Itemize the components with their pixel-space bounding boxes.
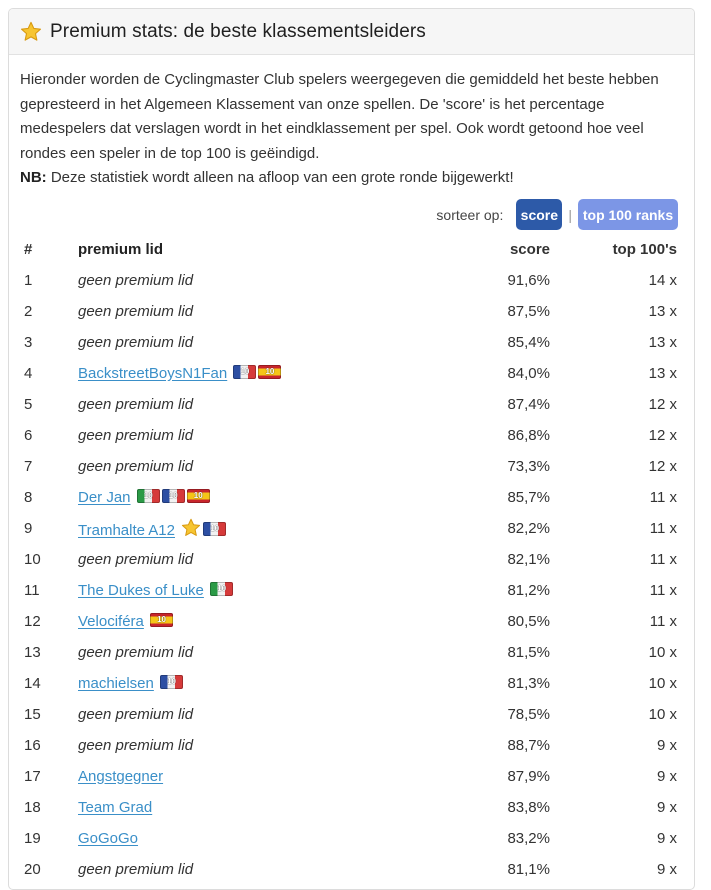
rank-cell: 1: [24, 271, 33, 289]
top100-cell: 13 x: [648, 333, 677, 351]
top100-cell: 9 x: [656, 767, 677, 785]
table-row: [24, 451, 677, 482]
top100-cell: 9 x: [656, 860, 677, 878]
grand-tour-fr-badge-icon: [160, 675, 183, 689]
rank-cell: 17: [24, 767, 41, 785]
member-cell: [78, 265, 458, 296]
member-link[interactable]: GoGoGo: [78, 829, 139, 847]
top100-cell: 10 x: [648, 705, 677, 723]
badge-label: 10: [217, 583, 227, 593]
column-header-score: score: [509, 240, 550, 258]
rank-cell: 19: [24, 829, 41, 847]
rank-cell: 5: [24, 395, 33, 413]
rank-cell: 18: [24, 798, 41, 816]
note-label: NB:: [20, 169, 47, 186]
table-row: [24, 327, 677, 358]
member-cell: [78, 358, 458, 389]
no-premium-label: geen premium lid: [78, 643, 194, 661]
top100-cell: 14 x: [648, 271, 677, 289]
score-cell: 78,5%: [507, 705, 550, 723]
badge-label: 10: [168, 490, 178, 500]
sort-top100-button[interactable]: top 100 ranks: [578, 199, 678, 230]
score-cell: 87,5%: [507, 302, 550, 320]
table-row: [24, 544, 677, 575]
top100-cell: 11 x: [649, 488, 677, 506]
table-row: [24, 420, 677, 451]
score-cell: 83,8%: [507, 798, 550, 816]
no-premium-label: geen premium lid: [78, 705, 194, 723]
rank-cell: 6: [24, 426, 33, 444]
rank-cell: 12: [24, 612, 41, 630]
member-cell: [78, 451, 458, 482]
top100-cell: 10 x: [648, 643, 677, 661]
rank-cell: 14: [24, 674, 41, 692]
score-cell: 87,9%: [507, 767, 550, 785]
table-row: [24, 699, 677, 730]
sort-separator: |: [568, 206, 572, 223]
top100-cell: 12 x: [648, 457, 677, 475]
rank-cell: 7: [24, 457, 33, 475]
member-link[interactable]: Tramhalte A12: [78, 521, 175, 539]
star-badge-icon: [181, 518, 201, 538]
score-cell: 82,1%: [507, 550, 550, 568]
badge-label: 10: [210, 523, 220, 533]
badge-label: 10: [143, 490, 153, 500]
badge-label: 10: [240, 366, 250, 376]
table-row: [24, 823, 677, 854]
grand-tour-fr-badge-icon: [162, 489, 185, 503]
member-link[interactable]: BackstreetBoysN1Fan: [78, 364, 228, 382]
score-cell: 80,5%: [507, 612, 550, 630]
rank-cell: 2: [24, 302, 33, 320]
top100-cell: 12 x: [648, 395, 677, 413]
grand-tour-it-badge-icon: [210, 582, 233, 596]
column-header-member: premium lid: [78, 240, 164, 258]
score-cell: 81,3%: [507, 674, 550, 692]
stats-panel: [8, 8, 695, 890]
top100-cell: 12 x: [648, 426, 677, 444]
panel-header: [9, 9, 694, 55]
member-cell: [78, 482, 458, 513]
member-cell: [78, 606, 458, 637]
member-cell: [78, 699, 458, 730]
top100-cell: 11 x: [649, 612, 677, 630]
score-cell: 85,7%: [507, 488, 550, 506]
no-premium-label: geen premium lid: [78, 860, 194, 878]
column-header-top100: top 100's: [612, 240, 677, 258]
member-cell: [78, 854, 458, 885]
grand-tour-fr-badge-icon: [203, 522, 226, 536]
score-cell: 82,2%: [507, 519, 550, 537]
score-cell: 87,4%: [507, 395, 550, 413]
rank-cell: 9: [24, 519, 33, 537]
intro-text: [20, 68, 680, 191]
grand-tour-es-badge-icon: [187, 489, 210, 503]
top100-cell: 9 x: [656, 798, 677, 816]
intro-paragraph: Hieronder worden de Cyclingmaster Club spelers weergegeven die gemiddeld het beste hebben gepresteerd in het Algemeen Klassement van onze spellen. De 'score' is het percentage medespelers dat verslagen wordt in het eindklassement per spel. Ook wordt getoond hoe veel rondes een speler in de top 100 is geëindigd.: [20, 71, 659, 162]
top100-cell: 11 x: [649, 581, 677, 599]
score-cell: 81,1%: [507, 860, 550, 878]
star-icon: [20, 21, 42, 43]
rank-cell: 11: [24, 581, 40, 599]
score-cell: 81,5%: [507, 643, 550, 661]
table-row: [24, 482, 677, 513]
table-row: [24, 575, 677, 606]
score-cell: 84,0%: [507, 364, 550, 382]
no-premium-label: geen premium lid: [78, 550, 194, 568]
rank-cell: 16: [24, 736, 41, 754]
member-cell: [78, 575, 458, 606]
member-link[interactable]: The Dukes of Luke: [78, 581, 204, 599]
table-row: [24, 358, 677, 389]
rank-cell: 15: [24, 705, 41, 723]
sort-label: sorteer op:: [436, 206, 504, 223]
no-premium-label: geen premium lid: [78, 457, 194, 475]
member-cell: [78, 420, 458, 451]
top100-cell: 9 x: [656, 736, 677, 754]
score-cell: 83,2%: [507, 829, 550, 847]
member-cell: [78, 761, 458, 792]
score-cell: 91,6%: [507, 271, 550, 289]
grand-tour-es-badge-icon: [150, 613, 173, 627]
no-premium-label: geen premium lid: [78, 271, 194, 289]
top100-cell: 13 x: [648, 302, 677, 320]
member-cell: [78, 544, 458, 575]
rank-cell: 20: [24, 860, 41, 878]
table-row: [24, 761, 677, 792]
top100-cell: 11 x: [649, 550, 677, 568]
leaders-table: [24, 234, 677, 885]
member-cell: [78, 637, 458, 668]
score-cell: 86,8%: [507, 426, 550, 444]
member-cell: [78, 327, 458, 358]
top100-cell: 13 x: [648, 364, 677, 382]
table-row: [24, 854, 677, 885]
score-cell: 88,7%: [507, 736, 550, 754]
table-row: [24, 606, 677, 637]
member-link[interactable]: machielsen: [78, 674, 154, 692]
table-row: [24, 668, 677, 699]
score-cell: 73,3%: [507, 457, 550, 475]
member-cell: [78, 730, 458, 761]
table-row: [24, 730, 677, 761]
sort-score-button[interactable]: score: [516, 199, 562, 230]
member-link[interactable]: Team Grad: [78, 798, 153, 816]
sort-bar: [9, 199, 678, 231]
page-title: Premium stats: de beste klassementsleiders: [50, 20, 426, 42]
table-row: [24, 296, 677, 327]
badge-label: 10: [265, 366, 275, 376]
no-premium-label: geen premium lid: [78, 395, 194, 413]
member-cell: [78, 389, 458, 420]
rank-cell: 3: [24, 333, 33, 351]
rank-cell: 10: [24, 550, 41, 568]
table-row: [24, 265, 677, 296]
member-cell: [78, 668, 458, 699]
no-premium-label: geen premium lid: [78, 302, 194, 320]
score-cell: 85,4%: [507, 333, 550, 351]
column-header-rank: #: [24, 240, 33, 258]
rank-cell: 4: [24, 364, 33, 382]
grand-tour-es-badge-icon: [258, 365, 281, 379]
no-premium-label: geen premium lid: [78, 333, 194, 351]
table-row: [24, 792, 677, 823]
top100-cell: 9 x: [656, 829, 677, 847]
top100-cell: 10 x: [648, 674, 677, 692]
rank-cell: 13: [24, 643, 41, 661]
table-row: [24, 389, 677, 420]
member-cell: [78, 296, 458, 327]
table-row: [24, 637, 677, 668]
member-cell: [78, 823, 458, 854]
grand-tour-it-badge-icon: [137, 489, 160, 503]
badge-label: 10: [193, 490, 203, 500]
grand-tour-fr-badge-icon: [233, 365, 256, 379]
member-link[interactable]: Velociféra: [78, 612, 144, 630]
no-premium-label: geen premium lid: [78, 426, 194, 444]
badge-label: 10: [167, 676, 176, 686]
member-cell: [78, 792, 458, 823]
member-cell: [78, 513, 458, 544]
note-text: Deze statistiek wordt alleen na afloop van een grote ronde bijgewerkt!: [46, 169, 514, 186]
member-link[interactable]: Der Jan: [78, 488, 131, 506]
score-cell: 81,2%: [507, 581, 550, 599]
badge-label: 10: [157, 614, 166, 624]
table-row: [24, 513, 677, 544]
no-premium-label: geen premium lid: [78, 736, 194, 754]
rank-cell: 8: [24, 488, 33, 506]
top100-cell: 11 x: [649, 519, 677, 537]
table-header-row: [24, 234, 677, 265]
member-link[interactable]: Angstgegner: [78, 767, 164, 785]
